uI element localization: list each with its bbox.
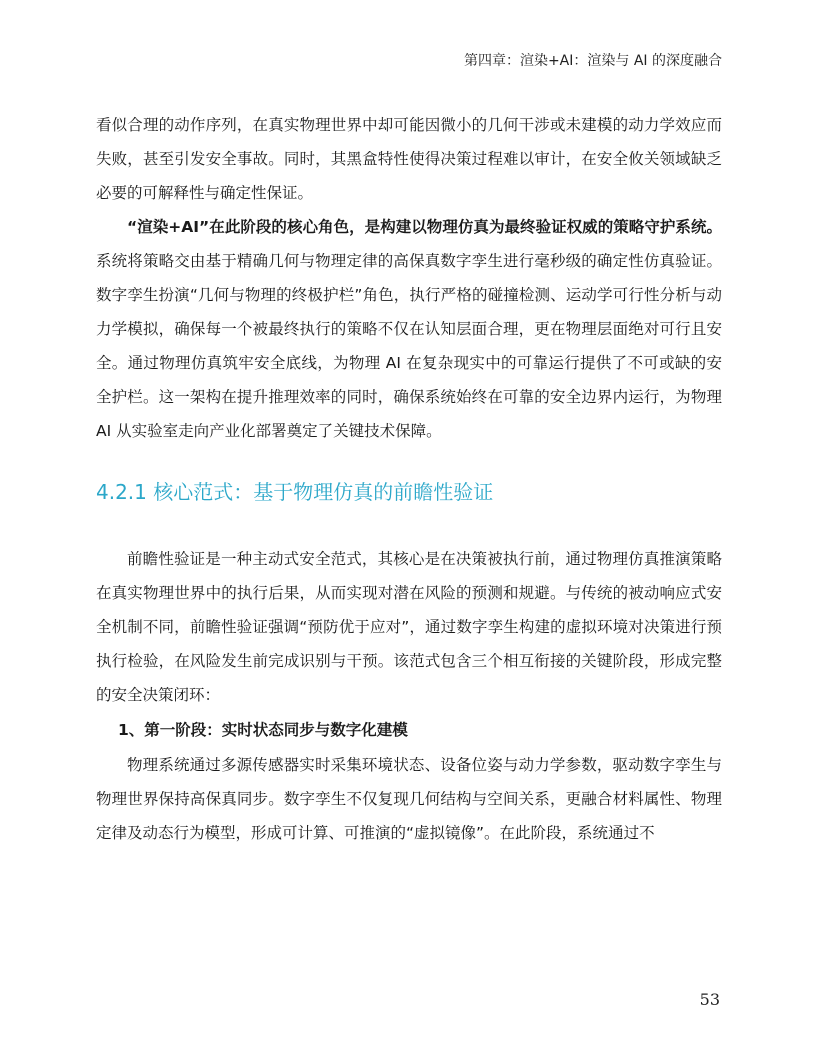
section-heading: 4.2.1 核心范式：基于物理仿真的前瞻性验证 — [96, 480, 494, 504]
paragraph-2-text: 系统将策略交由基于精确几何与物理定律的高保真数字孪生进行毫秒级的确定性仿真验证。数字孪生扮演“几何与物理的终极护栏”角色，执行严格的碰撞检测、运动学可行性分析与动力学模拟，确保每一个被最终执行的策略不仅在认知层面合理，更在物理层面绝对可行且安全。通过物理仿真筑牢安全底线，为物理 AI 在复杂现实中的可靠运行提供了不可或缺的安全护栏。这一架构在提升推理效率的同时，确保系统始终在可靠的安全边界内运行，为物理 AI 从实验室走向产业化部署奠定了关键技术保障。 — [96, 252, 722, 440]
paragraph-2-bold-lead: “渲染+AI”在此阶段的核心角色，是构建以物理仿真为最终验证权威的策略守护系统。 — [127, 218, 722, 236]
paragraph-2 — [96, 210, 722, 448]
paragraph-4: 物理系统通过多源传感器实时采集环境状态、设备位姿与动力学参数，驱动数字孪生与物理世界保持高保真同步。数字孪生不仅复现几何结构与空间关系，更融合材料属性、物理定律及动态行为模型，形成可计算、可推演的“虚拟镜像”。在此阶段，系统通过不 — [96, 756, 722, 842]
paragraph-1: 看似合理的动作序列，在真实物理世界中却可能因微小的几何干涉或未建模的动力学效应而失败，甚至引发安全事故。同时，其黑盒特性使得决策过程难以审计，在安全攸关领域缺乏必要的可解释性与确定性保证。 — [96, 116, 722, 202]
subheading-stage-1: 1、第一阶段：实时状态同步与数字化建模 — [118, 721, 408, 739]
page-number: 53 — [699, 990, 720, 1009]
paragraph-3: 前瞻性验证是一种主动式安全范式，其核心是在决策被执行前，通过物理仿真推演策略在真实物理世界中的执行后果，从而实现对潜在风险的预测和规避。与传统的被动响应式安全机制不同，前瞻性验证强调“预防优于应对”，通过数字孪生构建的虚拟环境对决策进行预执行检验，在风险发生前完成识别与干预。该范式包含三个相互衔接的关键阶段，形成完整的安全决策闭环： — [96, 550, 722, 704]
page-body — [96, 108, 722, 850]
running-header: 第四章：渲染+AI：渲染与 AI 的深度融合 — [463, 53, 722, 69]
